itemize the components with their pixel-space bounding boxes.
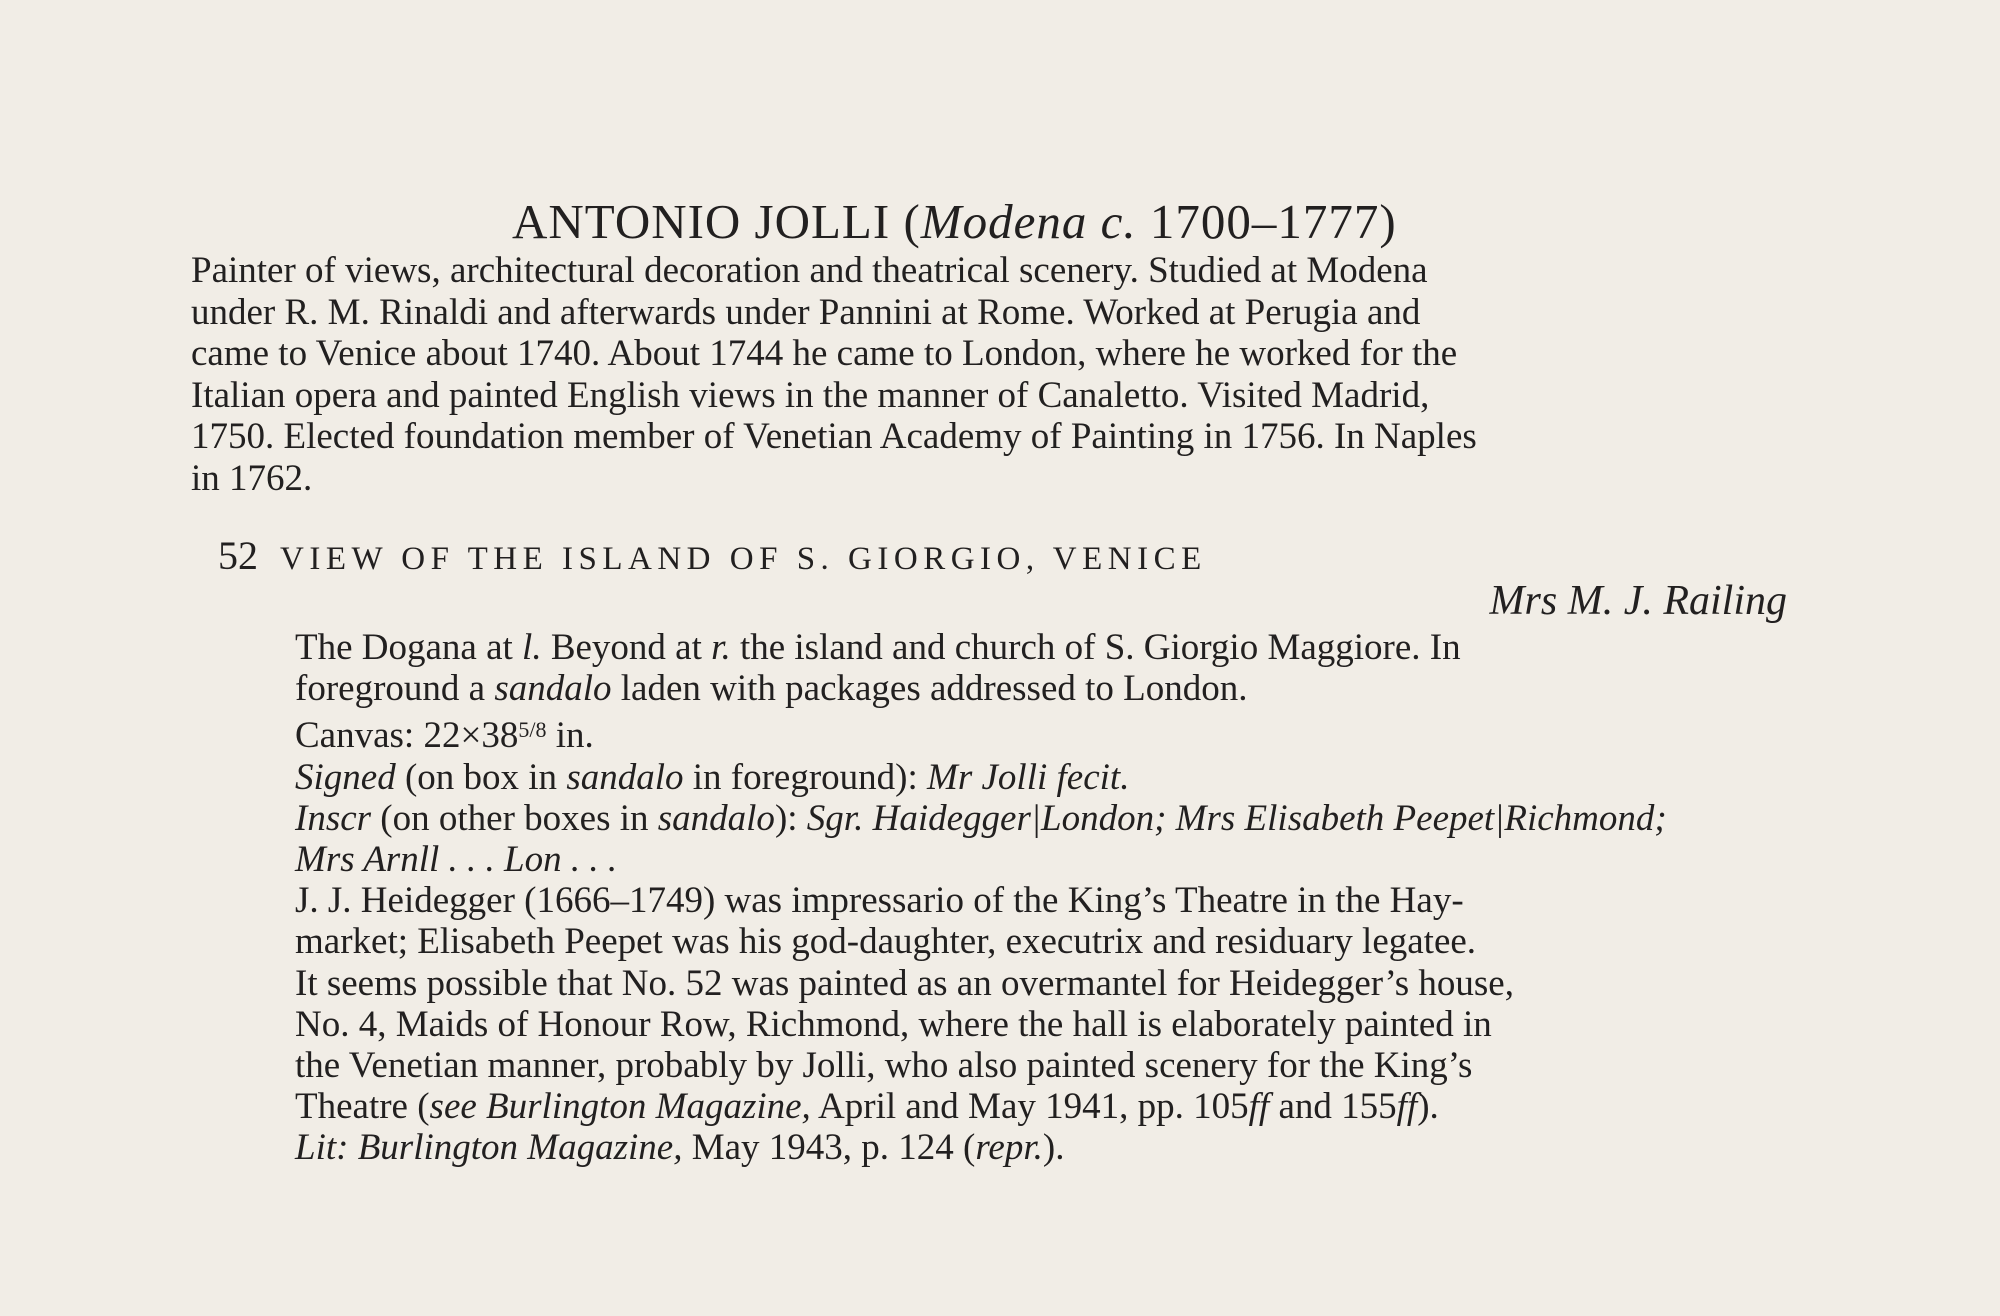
- note-line: No. 4, Maids of Honour Row, Richmond, where the hall is elaborately painted in: [295, 1003, 1492, 1045]
- text-run-italic: Signed: [295, 756, 396, 798]
- text-run: foreground a: [295, 668, 495, 710]
- literature-line: [295, 1127, 1795, 1168]
- text-run-italic: see Burlington Magazine,: [429, 1086, 811, 1128]
- text-run-italic: Mrs Arnll . . . Lon . . .: [295, 839, 618, 881]
- inscription-line-2: [295, 839, 1795, 880]
- entry-owner: Mrs M. J. Railing: [1489, 578, 1787, 624]
- note-line: It seems possible that No. 52 was painted as an overmantel for Heidegger’s house,: [295, 962, 1514, 1004]
- text-run: ).: [1042, 1127, 1065, 1169]
- text-run: laden with packages addressed to London.: [611, 668, 1248, 710]
- fraction: 5/8: [518, 717, 547, 743]
- text-run-italic: repr.: [975, 1127, 1043, 1169]
- entry-number: 52: [218, 533, 258, 578]
- bio-line: Italian opera and painted English views in the manner of Canaletto. Visited Madrid,: [191, 374, 1430, 416]
- text-run-italic: sandalo: [566, 756, 684, 798]
- artist-birthplace: Modena c.: [920, 194, 1137, 249]
- signed-line: [295, 757, 1795, 798]
- text-run-italic: ff: [1248, 1086, 1270, 1128]
- text-run-italic: Lit: Burlington Magazine,: [295, 1127, 683, 1169]
- artist-name: ANTONIO JOLLI: [512, 194, 891, 249]
- heading-open-paren: (: [903, 194, 921, 249]
- text-run: ).: [1417, 1086, 1439, 1128]
- text-run-italic: sandalo: [657, 797, 775, 839]
- artist-dates: 1700–1777: [1136, 194, 1380, 249]
- note-line: the Venetian manner, probably by Jolli, who also painted scenery for the King’s: [295, 1045, 1473, 1087]
- text-run: Theatre (: [295, 1086, 430, 1128]
- entry-title-row: [218, 535, 1207, 580]
- text-run: ):: [774, 797, 807, 839]
- text-run: April and May 1941, pp. 105: [810, 1086, 1249, 1128]
- text-run: The Dogana at: [295, 627, 523, 668]
- text-run: May 1943, p. 124 (: [682, 1127, 976, 1169]
- text-run-italic: ff: [1396, 1086, 1418, 1128]
- heading-close-paren: ): [1379, 194, 1397, 249]
- entry-title: VIEW OF THE ISLAND OF S. GIORGIO, VENICE: [280, 541, 1207, 577]
- note-line: [295, 1086, 1795, 1127]
- text-run: Beyond at: [541, 627, 712, 668]
- text-run-italic: Mr Jolli fecit.: [927, 756, 1130, 798]
- bio-line: came to Venice about 1740. About 1744 he came to London, where he worked for the: [191, 333, 1458, 374]
- inscription-line-1: [295, 798, 1795, 839]
- description-line-2: [295, 668, 1795, 709]
- text-run: (on other boxes in: [371, 797, 658, 839]
- text-run-italic: sandalo: [494, 668, 612, 710]
- text-run-italic: Sgr. Haidegger|London; Mrs Elisabeth Peepet|Richmond;: [806, 797, 1667, 839]
- bio-line: under R. M. Rinaldi and afterwards under Pannini at Rome. Worked at Perugia and: [191, 291, 1421, 333]
- note-line: J. J. Heidegger (1666–1749) was impressario of the King’s Theatre in the Hay-: [295, 880, 1464, 922]
- text-run-italic: l.: [522, 627, 542, 668]
- bio-line: Painter of views, architectural decoration and theatrical scenery. Studied at Modena: [191, 250, 1428, 291]
- note-line: market; Elisabeth Peepet was his god-daughter, executrix and residuary legatee.: [295, 921, 1477, 963]
- text-run-italic: r.: [711, 627, 731, 668]
- canvas-dimensions: [295, 709, 1795, 756]
- text-run: (on box in: [395, 756, 567, 798]
- entry-body: [295, 627, 1795, 1169]
- text-run: the island and church of S. Giorgio Maggiore. In: [730, 627, 1461, 668]
- text-run: and 155: [1269, 1086, 1397, 1128]
- text-run: Canvas: 22×38: [295, 715, 519, 757]
- bio-line: 1750. Elected foundation member of Venetian Academy of Painting in 1756. In Naples: [191, 416, 1477, 457]
- text-run: in.: [546, 715, 594, 757]
- artist-biography: [191, 250, 1791, 499]
- description-line-1: [295, 627, 1795, 668]
- text-run-italic: Inscr: [295, 797, 372, 839]
- text-run: in foreground):: [683, 756, 928, 798]
- artist-heading: [512, 196, 1397, 248]
- bio-line: in 1762.: [191, 457, 313, 499]
